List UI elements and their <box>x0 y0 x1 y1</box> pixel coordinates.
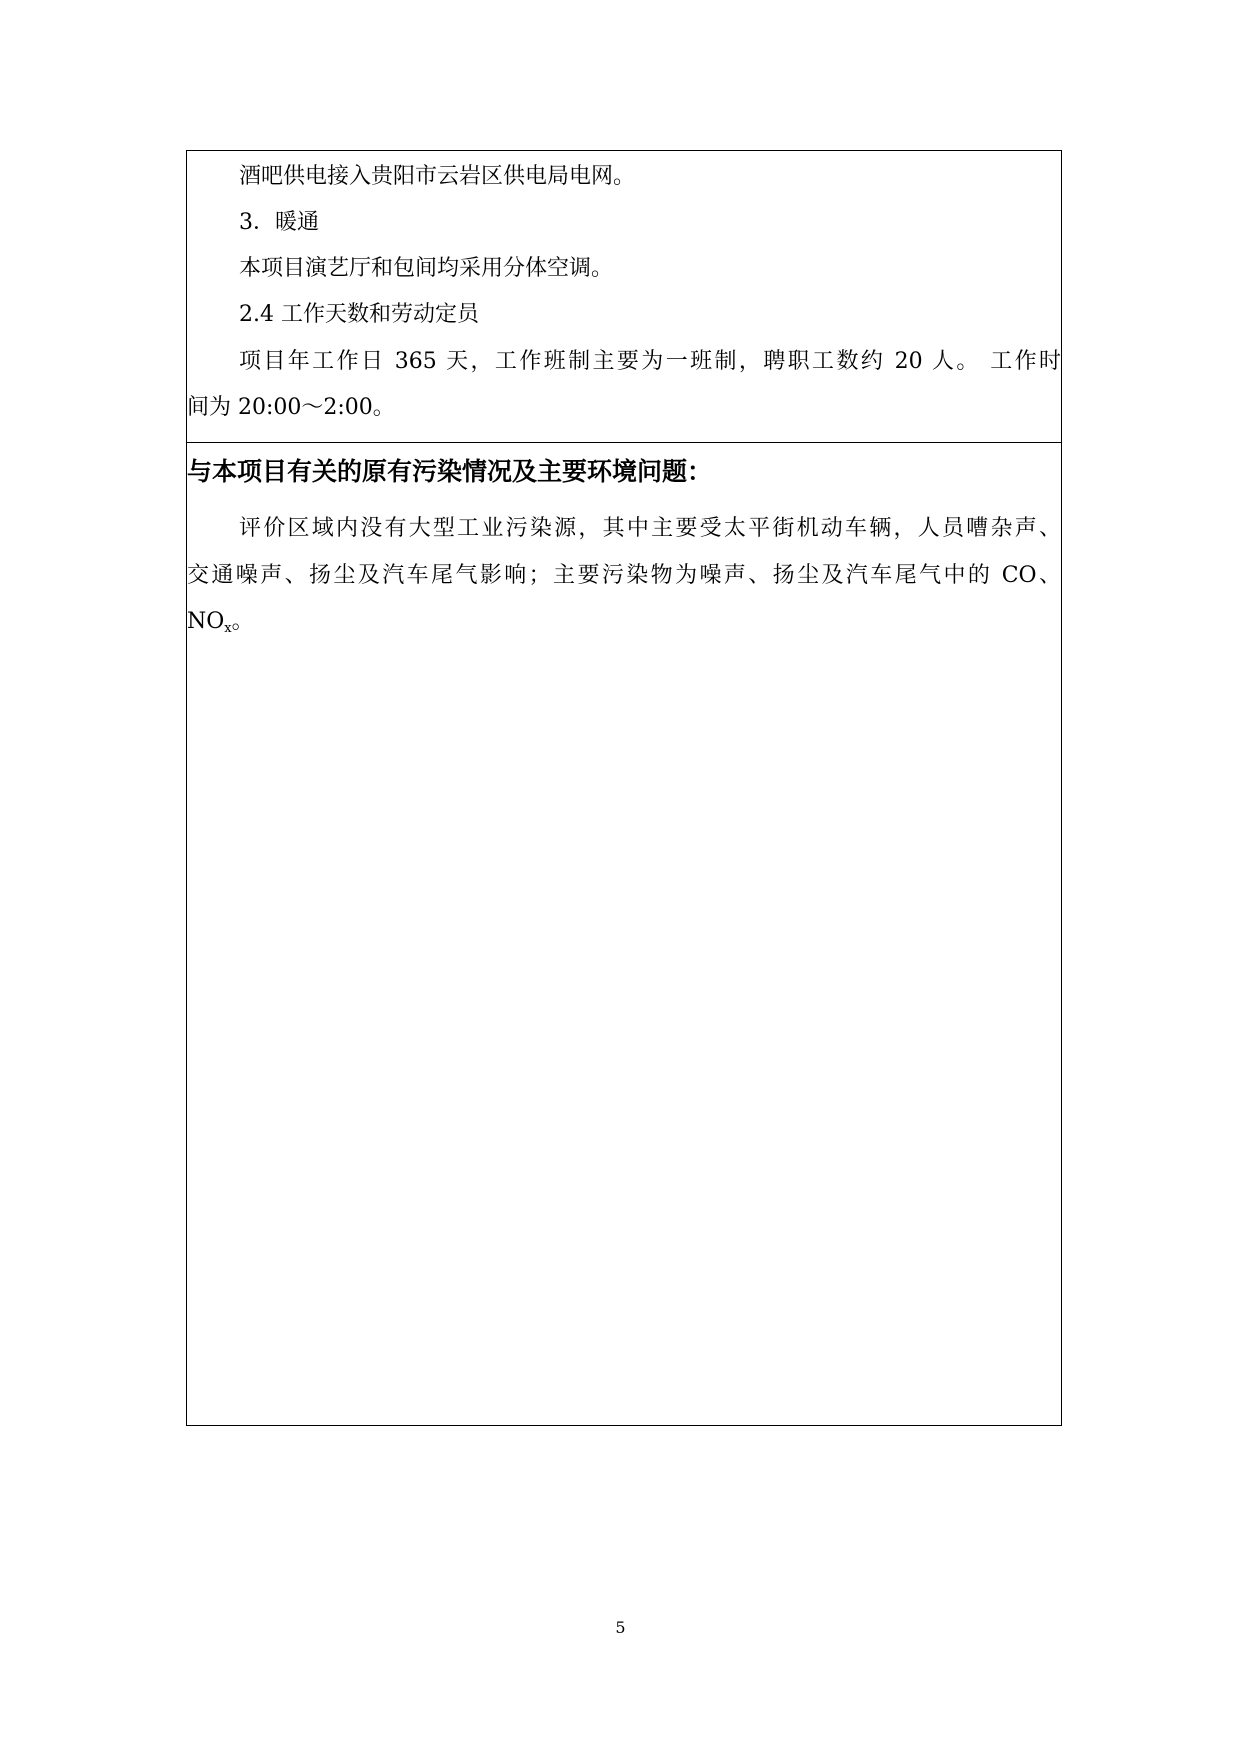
paragraph-pollution-line2: 交通噪声、扬尘及汽车尾气影响；主要污染物为噪声、扬尘及汽车尾气中的 CO、 <box>187 563 1061 588</box>
heading-working-days: 2.4 工作天数和劳动定员 <box>239 302 479 327</box>
closing-punctuation: 。 <box>231 609 254 634</box>
nox-formula: NO <box>187 609 225 634</box>
paragraph-working-days-line2: 间为 20:00～2:00。 <box>187 395 395 420</box>
paragraph-power-supply: 酒吧供电接入贵阳市云岩区供电局电网。 <box>239 164 636 189</box>
paragraph-pollution-line1: 评价区域内没有大型工业污染源，其中主要受太平街机动车辆，人员嘈杂声、 <box>239 516 1061 541</box>
project-info-cell <box>187 151 1061 443</box>
section-heading: 与本项目有关的原有污染情况及主要环境问题： <box>187 457 713 486</box>
pollution-issues-cell <box>187 443 1061 1425</box>
nox-subscript: x <box>224 621 232 636</box>
report-table <box>186 150 1062 1426</box>
paragraph-working-days-line1: 项目年工作日 365 天，工作班制主要为一班制，聘职工数约 20 人。 工作时 <box>239 349 1061 374</box>
heading-hvac: 3．暖通 <box>239 210 319 235</box>
paragraph-pollution-line3 <box>187 607 1061 637</box>
paragraph-air-conditioning: 本项目演艺厅和包间均采用分体空调。 <box>239 256 614 281</box>
page-number: 5 <box>615 1618 626 1637</box>
